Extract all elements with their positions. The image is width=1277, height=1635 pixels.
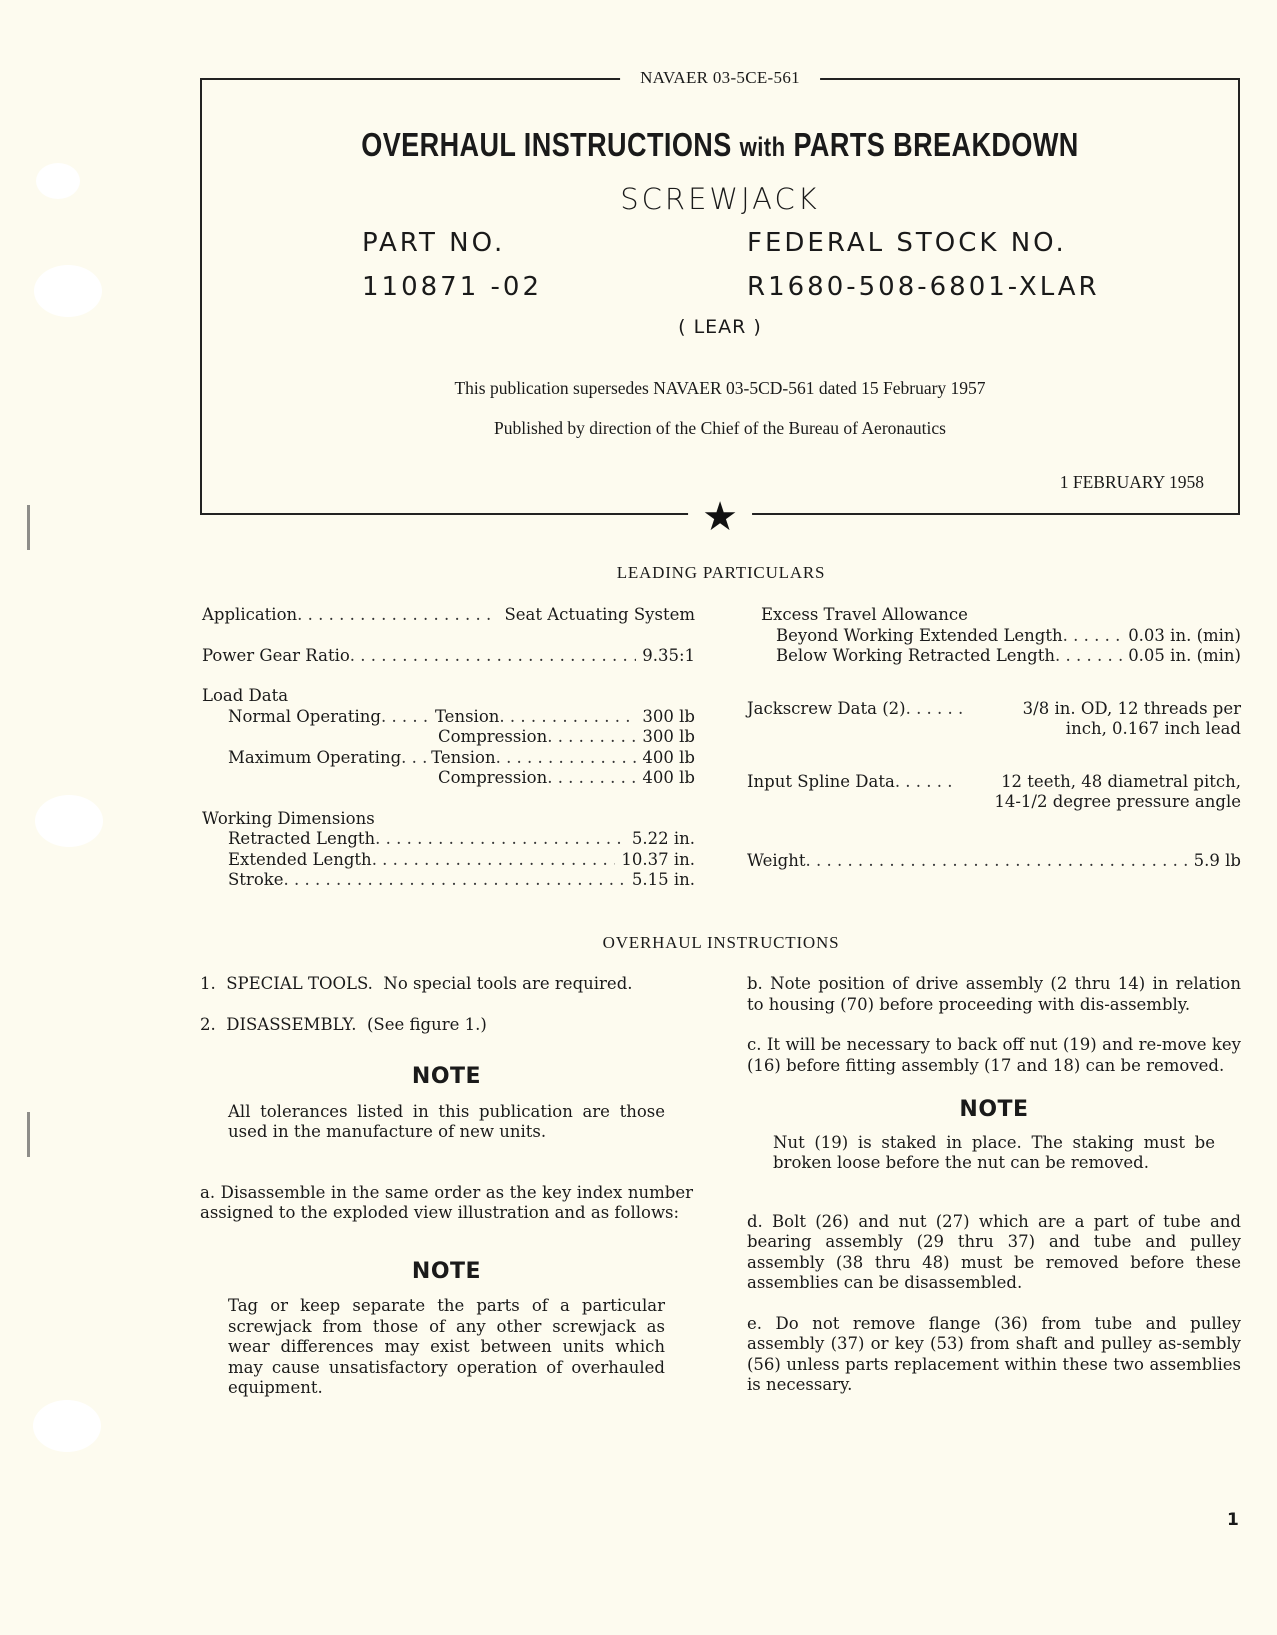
tension-label: Tension [431, 747, 496, 767]
overhaul-instructions-heading: OVERHAUL INSTRUCTIONS [602, 933, 840, 952]
compression-label: Compression [438, 727, 548, 746]
leader-dots [895, 772, 953, 793]
overhaul-right-column [747, 974, 1241, 1396]
retracted-label: Retracted Length [228, 829, 376, 848]
compression-label: Compression [438, 768, 548, 787]
max-compression-value: 400 lb [642, 768, 695, 787]
extended-value: 10.37 in. [621, 849, 695, 869]
weight-label: Weight [747, 850, 806, 870]
jackscrew-value-line2: inch, 0.167 inch lead [1065, 719, 1241, 738]
normal-tension-row [202, 707, 695, 728]
tension-label: Tension [434, 706, 500, 726]
title-part1: OVERHAUL INSTRUCTIONS [361, 126, 732, 163]
leader-dots [547, 727, 636, 748]
title-part2: PARTS BREAKDOWN [793, 126, 1079, 163]
leader-dots [1055, 646, 1122, 667]
beyond-row [747, 626, 1241, 647]
jackscrew-row [747, 699, 1241, 720]
normal-compression-row [202, 727, 695, 748]
below-label: Below Working Retracted Length [776, 646, 1055, 665]
step-a: a. Disassemble in the same order as the key index number assigned to the exploded view illustration and as follows: [200, 1182, 693, 1222]
max-tension-row [202, 748, 695, 769]
load-data-label [202, 686, 695, 707]
item-special-tools: 1. SPECIAL TOOLS. No special tools are required. [200, 974, 633, 993]
leader-dots [381, 707, 435, 728]
part-no-value: 110871 -02 [362, 272, 542, 302]
leader-dots [496, 748, 637, 769]
excess-travel-heading: Excess Travel Allowance [761, 605, 968, 624]
spline-value-line2: 14-1/2 degree pressure angle [994, 792, 1241, 811]
stroke-row [202, 870, 695, 891]
leader-dots [1063, 626, 1123, 647]
federal-stock-no-label: FEDERAL STOCK NO. [747, 228, 1067, 258]
punch-hole [36, 163, 80, 199]
step-c: c. It will be necessary to back off nut (19) and re-move key (16) before fitting assembly (17 and 18) can be removed. [747, 1035, 1241, 1075]
extended-row [202, 850, 695, 871]
overhaul-left-column [200, 974, 693, 1399]
stroke-label: Stroke [228, 870, 284, 889]
leader-dots [499, 707, 636, 728]
application-value: Seat Actuating System [504, 605, 695, 624]
note-heading: NOTE [411, 1064, 482, 1089]
working-dimensions-heading: Working Dimensions [202, 808, 375, 828]
note-tag-parts: Tag or keep separate the parts of a particular screwjack from those of any other screwjack as wear differences may exist between units which may cause unsatisfactory operation of overhauled equipment. [228, 1296, 665, 1397]
punch-hole [33, 1400, 101, 1452]
spline-value-line1: 12 teeth, 48 diametral pitch, [1001, 771, 1241, 791]
step-b: b. Note position of drive assembly (2 thru 14) in relation to housing (70) before proceeding with dis-assembly. [747, 974, 1241, 1014]
particulars-left [202, 605, 695, 891]
max-compression-row [202, 768, 695, 789]
title-with: with [739, 132, 786, 162]
application-label: Application [202, 605, 298, 624]
star-icon: ★ [688, 497, 752, 537]
normal-compression-value: 300 lb [642, 727, 695, 746]
page-number: 1 [1227, 1510, 1239, 1530]
normal-tension-value: 300 lb [642, 706, 695, 726]
note-heading: NOTE [411, 1258, 482, 1284]
title-block [200, 68, 1240, 540]
punch-hole [35, 795, 103, 847]
document-id: NAVAER 03-5CE-561 [620, 68, 820, 88]
margin-mark [27, 1112, 30, 1157]
publication-date: 1 FEBRUARY 1958 [1059, 472, 1204, 492]
spline-row [747, 772, 1241, 793]
retracted-row [202, 829, 695, 850]
excess-travel-label [747, 605, 1241, 626]
retracted-value: 5.22 in. [631, 829, 695, 848]
leader-dots [297, 605, 498, 626]
below-row [747, 646, 1241, 667]
particulars-right [747, 605, 1241, 871]
punch-hole [34, 265, 102, 317]
load-data-heading: Load Data [202, 686, 289, 705]
manufacturer: ( LEAR ) [678, 316, 762, 338]
spline-row-2 [747, 792, 1241, 813]
note-tolerances: All tolerances listed in this publication are those used in the manufacture of new units. [228, 1101, 665, 1141]
equipment-name: SCREWJACK [620, 182, 820, 216]
leader-dots [805, 851, 1187, 872]
item-disassembly: 2. DISASSEMBLY. (See figure 1.) [200, 1014, 487, 1034]
max-tension-value: 400 lb [642, 747, 695, 767]
application-row [202, 605, 695, 626]
note-heading: NOTE [959, 1097, 1029, 1122]
beyond-label: Beyond Working Extended Length [776, 625, 1063, 645]
gear-ratio-label: Power Gear Ratio [202, 645, 350, 665]
jackscrew-row-2 [747, 719, 1241, 740]
working-dimensions-label [202, 809, 695, 830]
note-staked-nut: Nut (19) is staked in place. The staking must be broken loose before the nut can be removed. [773, 1132, 1215, 1172]
weight-row [747, 851, 1241, 872]
beyond-value: 0.03 in. (min) [1128, 625, 1241, 645]
below-value: 0.05 in. (min) [1128, 646, 1241, 665]
stroke-value: 5.15 in. [631, 870, 695, 889]
gear-ratio-value: 9.35:1 [642, 645, 695, 665]
maximum-operating-label: Maximum Operating [228, 747, 402, 767]
margin-mark [27, 505, 30, 550]
leader-dots [375, 829, 626, 850]
published-by: Published by direction of the Chief of the Bureau of Aeronautics [494, 418, 946, 438]
extended-label: Extended Length [228, 849, 372, 869]
jackscrew-value-line1: 3/8 in. OD, 12 threads per [1022, 698, 1241, 718]
step-e: e. Do not remove flange (36) from tube and pulley assembly (37) or key (53) from shaft and pulley as-sembly (56) unless parts replacement within these two assemblies is necessary. [747, 1313, 1241, 1394]
leading-particulars-heading: LEADING PARTICULARS [616, 563, 826, 582]
leader-dots [284, 870, 626, 891]
normal-operating-label: Normal Operating [228, 706, 381, 726]
leader-dots [401, 748, 431, 769]
part-no-label: PART NO. [362, 228, 506, 258]
jackscrew-label: Jackscrew Data (2) [747, 698, 906, 718]
step-d: d. Bolt (26) and nut (27) which are a part of tube and bearing assembly (29 thru 37) and tube and pulley assembly (38 thru 48) must be removed before these assemblies can be disassembled. [747, 1211, 1241, 1292]
weight-value: 5.9 lb [1193, 850, 1241, 870]
spline-label: Input Spline Data [747, 771, 895, 791]
leader-dots [350, 646, 636, 667]
gear-ratio-row [202, 646, 695, 667]
leader-dots [906, 699, 964, 720]
federal-stock-no-value: R1680-508-6801-XLAR [747, 272, 1100, 302]
document-title [295, 126, 1145, 164]
leader-dots [547, 768, 636, 789]
leader-dots [372, 850, 616, 871]
supersedes-notice: This publication supersedes NAVAER 03-5CD-561 dated 15 February 1957 [454, 378, 986, 398]
